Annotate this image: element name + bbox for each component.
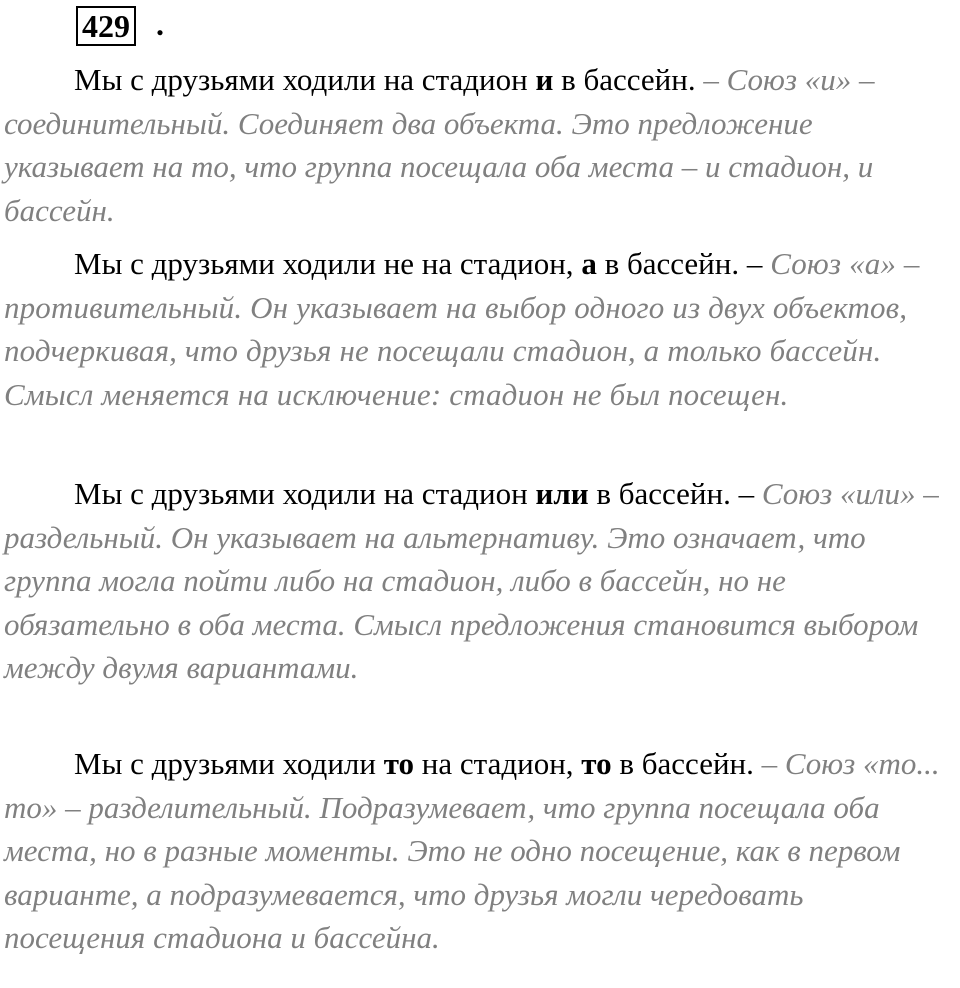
sentence-text: на стадион, — [414, 746, 582, 781]
sentence-text: Мы с друзьями ходили на стадион — [74, 476, 536, 511]
example-sentence — [74, 246, 747, 281]
sentence-text: в бассейн. — [553, 62, 704, 97]
conjunction-highlight: то — [581, 746, 612, 781]
example-sentence — [74, 476, 739, 511]
sentence-text: Мы с друзьями ходили не на стадион, — [74, 246, 582, 281]
explanation-dash: – — [703, 62, 719, 97]
conjunction-highlight: а — [581, 246, 597, 281]
paragraph-conjunction-a — [4, 242, 950, 416]
example-sentence — [74, 62, 703, 97]
example-sentence — [74, 746, 762, 781]
sentence-text: в бассейн. — [596, 246, 747, 281]
explanation-comment: Союз «и» – соединительный. Соединяет два объекта. Это предложение указывает на то, что группа посещала оба места – и стадион, и бассейн. — [4, 62, 875, 228]
explanation-comment: Союз «то... то» – разделительный. Подразумевает, что группа посещала оба места, но в разные моменты. Это не одно посещение, как в первом варианте, а подразумевается, что друзья могли чередовать посещения стадиона и бассейна. — [4, 746, 940, 955]
conjunction-highlight: или — [535, 476, 589, 511]
explanation-dash: – — [761, 746, 778, 781]
paragraph-conjunction-to-to — [4, 742, 950, 960]
explanation-comment: Союз «или» – раздельный. Он указывает на альтернативу. Это означает, что группа могла пойти либо на стадион, либо в бассейн, но не обязательно в оба места. Смысл предложения становится выбором между двумя вариантами. — [4, 476, 939, 685]
explanation-comment: Союз «а» – противительный. Он указывает на выбор одного из двух объектов, подчеркивая, что друзья не посещали стадион, а только бассейн. Смысл меняется на исключение: стадион не был посещен. — [4, 246, 920, 412]
paragraph-conjunction-ili — [4, 472, 950, 690]
explanation-dash: – — [738, 476, 755, 511]
task-number-box — [76, 6, 136, 46]
sentence-text: Мы с друзьями ходили на стадион — [74, 62, 536, 97]
task-number-dot: . — [156, 6, 164, 42]
sentence-text: в бассейн. — [588, 476, 739, 511]
paragraph-conjunction-i — [4, 58, 950, 232]
conjunction-highlight: и — [535, 62, 554, 97]
sentence-text: в бассейн. — [611, 746, 762, 781]
task-number: 429 — [82, 8, 130, 44]
explanation-dash: – — [746, 246, 763, 281]
sentence-text: Мы с друзьями ходили — [74, 746, 384, 781]
conjunction-highlight: то — [383, 746, 415, 781]
